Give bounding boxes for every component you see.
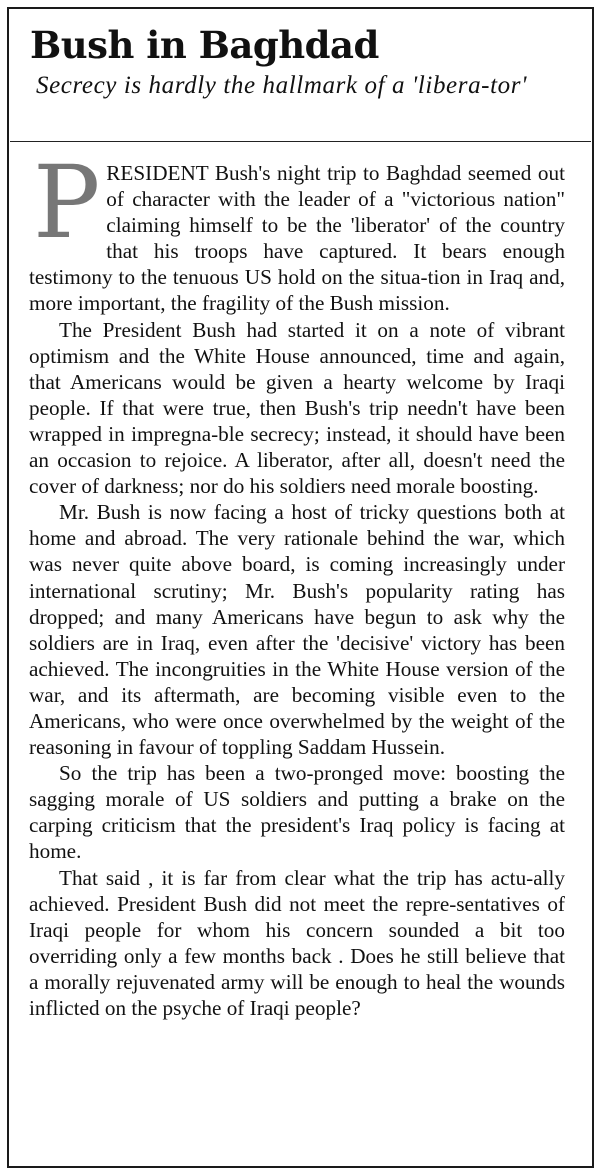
paragraph-5: That said , it is far from clear what the trip has actu-ally achieved. President Bush did not meet the repre-sentatives of Iraqi people for whom his concern sounded a bit too overriding only a few months back . Does he still believe that a morally rejuvenated army will be enough to heal the wounds inflicted on the psyche of Iraqi people? [29, 865, 565, 1020]
paragraph-2: The President Bush had started it on a note of vibrant optimism and the White House announced, time and again, that Americans would be given a hearty welcome by Iraqi people. If that were true, then Bush's trip needn't have been wrapped in impregna-ble secrecy; instead, it should have been an occasion to rejoice. A liberator, after all, doesn't need the cover of darkness; nor do his soldiers need morale boosting. [29, 317, 565, 499]
article-body [29, 144, 565, 1021]
paragraph-3: Mr. Bush is now facing a host of tricky questions both at home and abroad. The very rationale behind the war, which was never quite above board, is coming increasingly under international scrutiny; Mr. Bush's popularity rating has dropped; and many Americans have begun to ask why the soldiers are in Iraq, even after the 'decisive' victory has been achieved. The incongruities in the White House version of the war, and its aftermath, are becoming visible even to the Americans, who were once overwhelmed by the weight of the reasoning in favour of toppling Saddam Hussein. [29, 500, 565, 760]
paragraph-1 [29, 144, 565, 317]
headline: Bush in Baghdad [30, 23, 379, 67]
divider-rule [10, 141, 591, 142]
paragraph-1-text: RESIDENT Bush's night trip to Baghdad seemed out of character with the leader of a "victorious nation" claiming himself to be the 'liberator' of the country that his troops have captured. It bears enough testimony to the tenuous US hold on the situa-tion in Iraq and, more important, the fragility of the Bush mission. [29, 161, 565, 316]
paragraph-4: So the trip has been a two-pronged move: boosting the sagging morale of US soldiers and putting a brake on the carping criticism that the president's Iraq policy is facing at home. [29, 761, 565, 864]
drop-cap: P [33, 144, 101, 261]
strapline: Secrecy is hardly the hallmark of a 'libera-tor' [36, 72, 528, 99]
